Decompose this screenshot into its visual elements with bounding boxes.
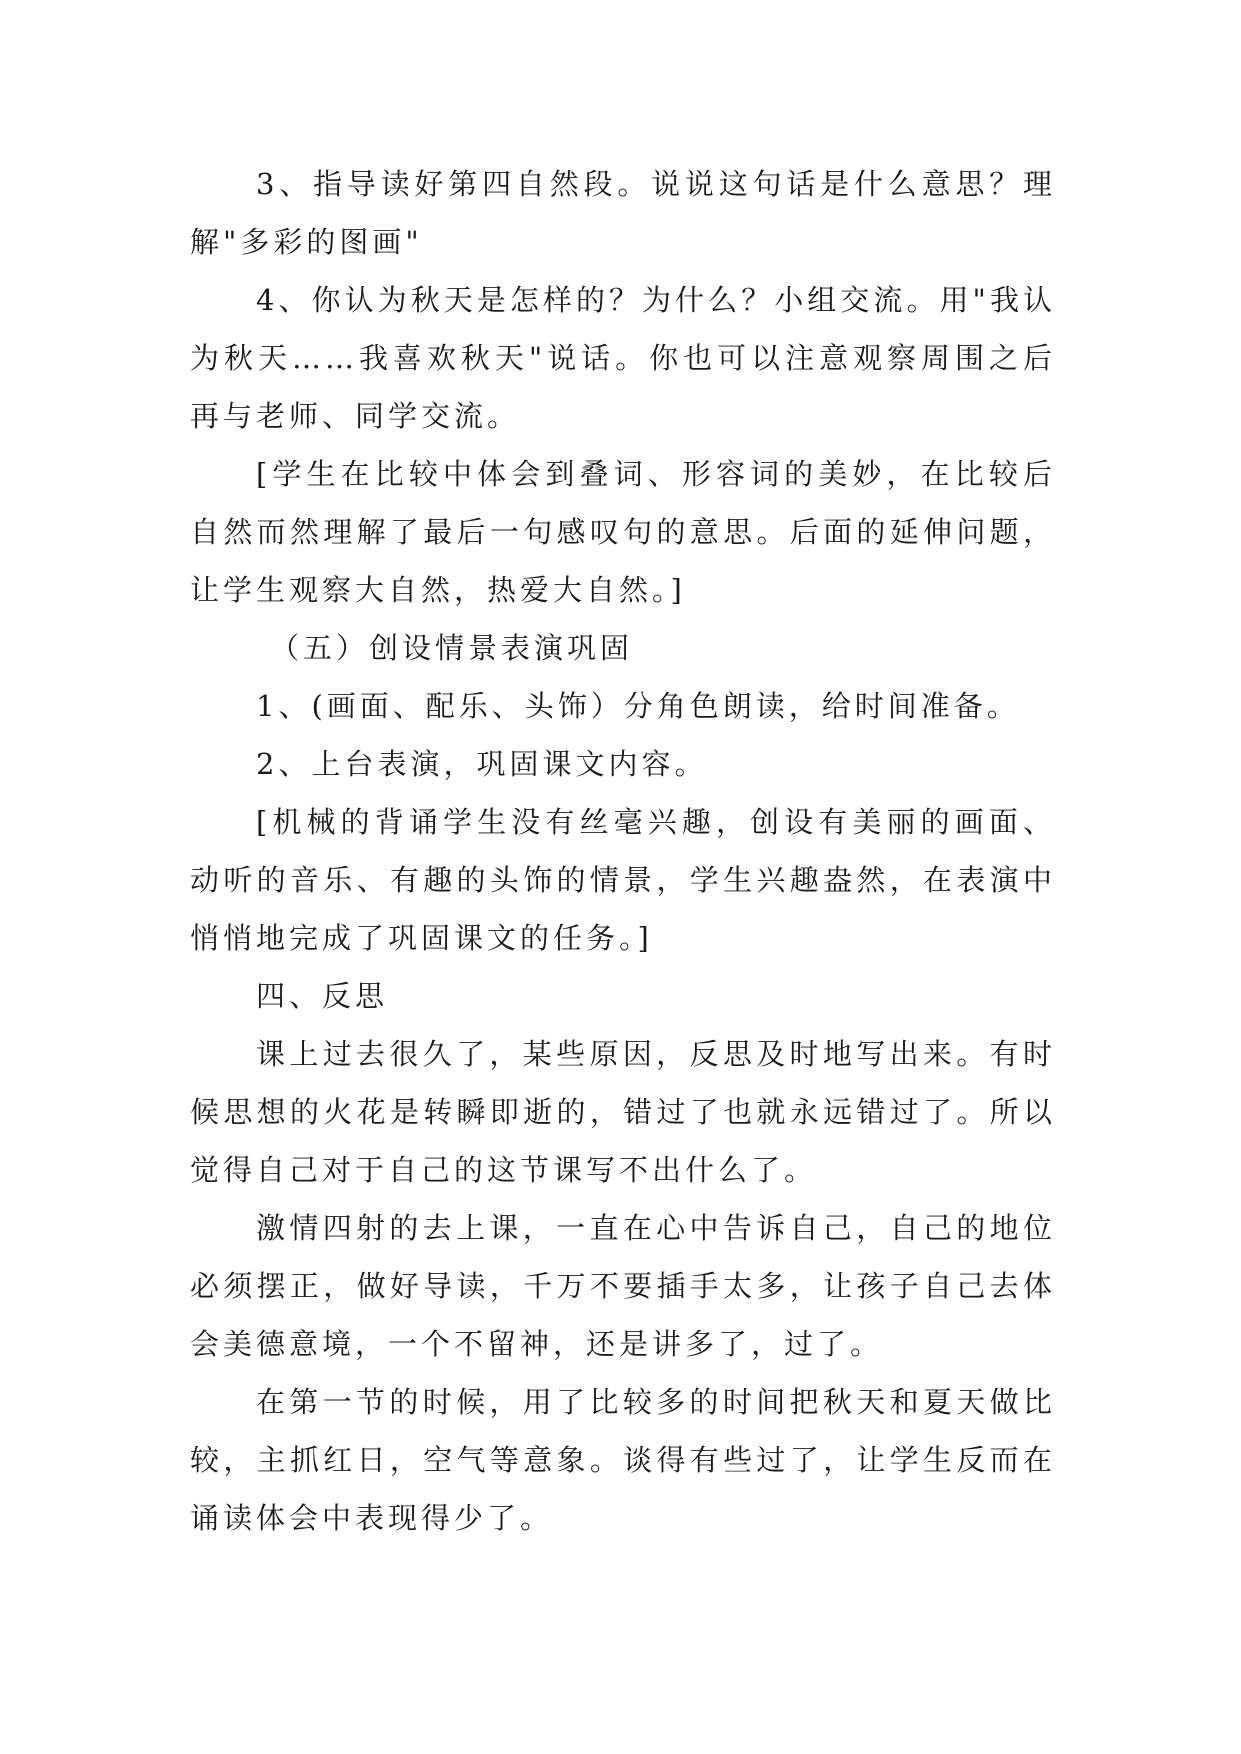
paragraph-step-4: 4、你认为秋天是怎样的？为什么？小组交流。用"我认为秋天……我喜欢秋天"说话。你也可以注意观察周围之后再与老师、同学交流。 <box>190 283 1056 433</box>
paragraph-reflection-3: 在第一节的时候，用了比较多的时间把秋天和夏天做比较，主抓红日，空气等意象。谈得有些过了，让学生反而在诵读体会中表现得少了。 <box>190 1385 1056 1535</box>
paragraph-note-1: [学生在比较中体会到叠词、形容词的美妙，在比较后自然而然理解了最后一句感叹句的意思。后面的延伸问题，让学生观察大自然，热爱大自然。] <box>190 457 1056 607</box>
paragraph-step-1: 1、(画面、配乐、头饰）分角色朗读，给时间准备。 <box>256 689 1020 723</box>
paragraph-step-3: 3、指导读好第四自然段。说说这句话是什么意思？理解"多彩的图画" <box>190 167 1056 259</box>
paragraph-note-2: [机械的背诵学生没有丝毫兴趣，创设有美丽的画面、动听的音乐、有趣的头饰的情景，学生兴趣盎然，在表演中悄悄地完成了巩固课文的任务。] <box>190 805 1056 955</box>
paragraph-step-2: 2、上台表演，巩固课文内容。 <box>256 747 708 781</box>
paragraph-reflection-1: 课上过去很久了，某些原因，反思及时地写出来。有时候思想的火花是转瞬即逝的，错过了也就永远错过了。所以觉得自己对于自己的这节课写不出什么了。 <box>190 1037 1056 1187</box>
section-heading-five: （五）创设情景表演巩固 <box>270 631 634 665</box>
paragraph-reflection-2: 激情四射的去上课，一直在心中告诉自己，自己的地位必须摆正，做好导读，千万不要插手太多，让孩子自己去体会美德意境，一个不留神，还是讲多了，过了。 <box>190 1211 1056 1361</box>
document-body <box>190 155 1056 1547</box>
section-heading-reflection: 四、反思 <box>256 979 389 1013</box>
